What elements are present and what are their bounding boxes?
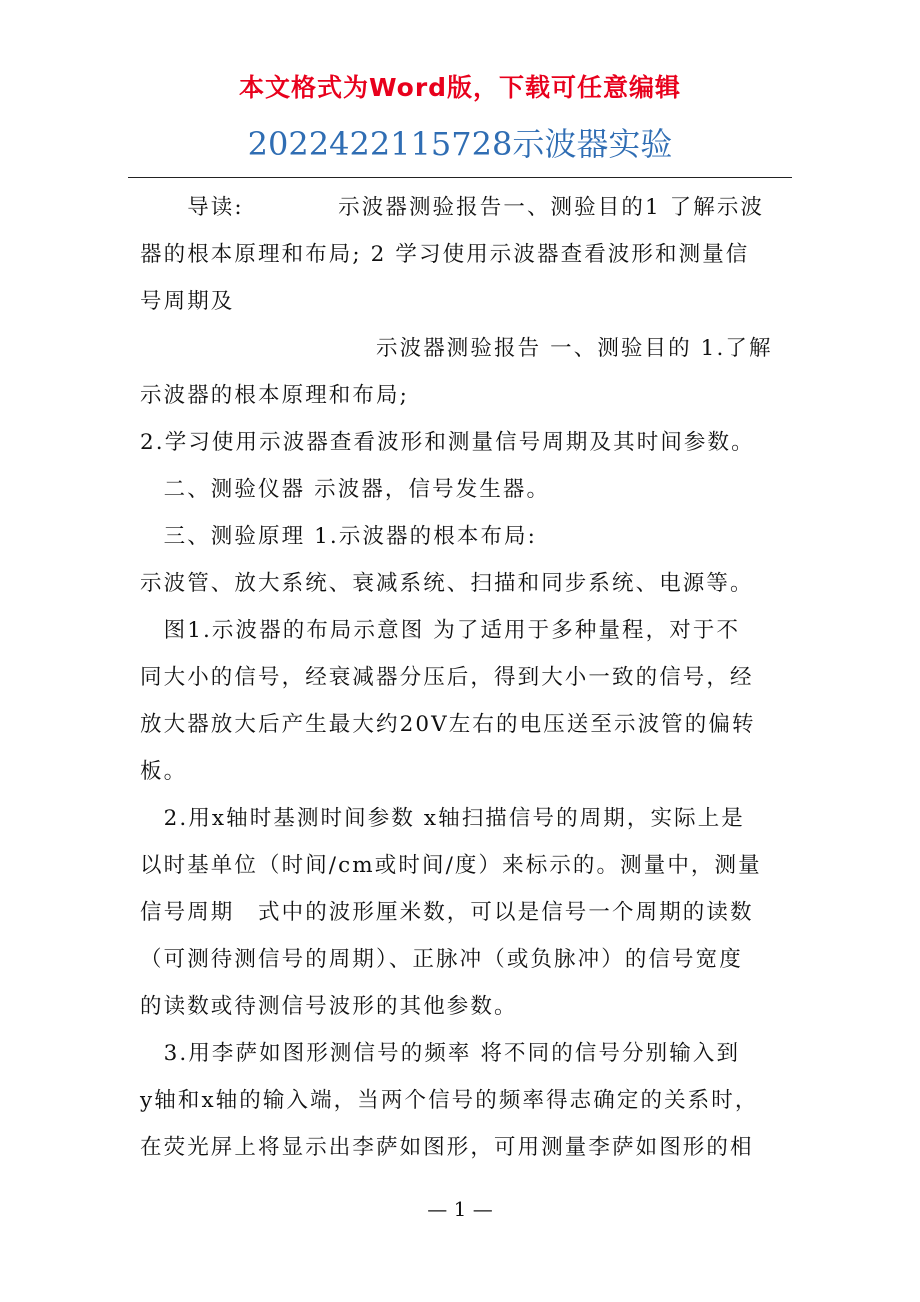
text-line: 在荧光屏上将显示出李萨如图形，可用测量李萨如图形的相 xyxy=(140,1135,754,1160)
document-body xyxy=(140,184,780,1171)
text-line: 器的根本原理和布局; 2 学习使用示波器查看波形和测量信 xyxy=(140,242,750,267)
body-text xyxy=(140,184,780,1171)
page-number: — 1 — xyxy=(427,1197,493,1221)
text-line: 信号周期 式中的波形厘米数，可以是信号一个周期的读数 xyxy=(140,900,754,925)
text-line: 同大小的信号，经衰减器分压后，得到大小一致的信号，经 xyxy=(140,665,754,690)
text-line: 2.学习使用示波器查看波形和测量信号周期及其时间参数。 xyxy=(140,430,755,455)
title-divider xyxy=(128,177,792,178)
text-line: 板。 xyxy=(140,759,188,784)
text-line: 的读数或待测信号波形的其他参数。 xyxy=(140,994,518,1019)
text-line: 二、测验仪器 示波器，信号发生器。 xyxy=(140,477,551,502)
text-line: 三、测验原理 1.示波器的根本布局: xyxy=(140,524,537,549)
document-title: 2022422115728示波器实验 xyxy=(247,125,673,163)
text-line: 示波管、放大系统、衰减系统、扫描和同步系统、电源等。 xyxy=(140,571,754,596)
text-line: 号周期及 xyxy=(140,289,235,314)
text-line: 放大器放大后产生最大约20V左右的电压送至示波管的偏转 xyxy=(140,712,756,737)
text-line: （可测待测信号的周期）、正脉冲（或负脉冲）的信号宽度 xyxy=(140,947,743,972)
text-line: 示波器测验报告 一、测验目的 1.了解 xyxy=(140,336,773,361)
text-line: 2.用x轴时基测时间参数 x轴扫描信号的周期，实际上是 xyxy=(140,806,745,831)
text-line: 图1.示波器的布局示意图 为了适用于多种量程，对于不 xyxy=(140,618,741,643)
text-line: y轴和x轴的输入端，当两个信号的频率得志确定的关系时， xyxy=(140,1088,759,1113)
download-notice: 本文格式为Word版，下载可任意编辑 xyxy=(238,73,682,102)
text-line: 以时基单位（时间/cm或时间/度）来标示的。测量中，测量 xyxy=(140,853,762,878)
text-line: 3.用李萨如图形测信号的频率 将不同的信号分别输入到 xyxy=(140,1041,741,1066)
text-line: 导读: 示波器测验报告一、测验目的1 了解示波 xyxy=(140,195,765,220)
text-line: 示波器的根本原理和布局; xyxy=(140,383,409,408)
